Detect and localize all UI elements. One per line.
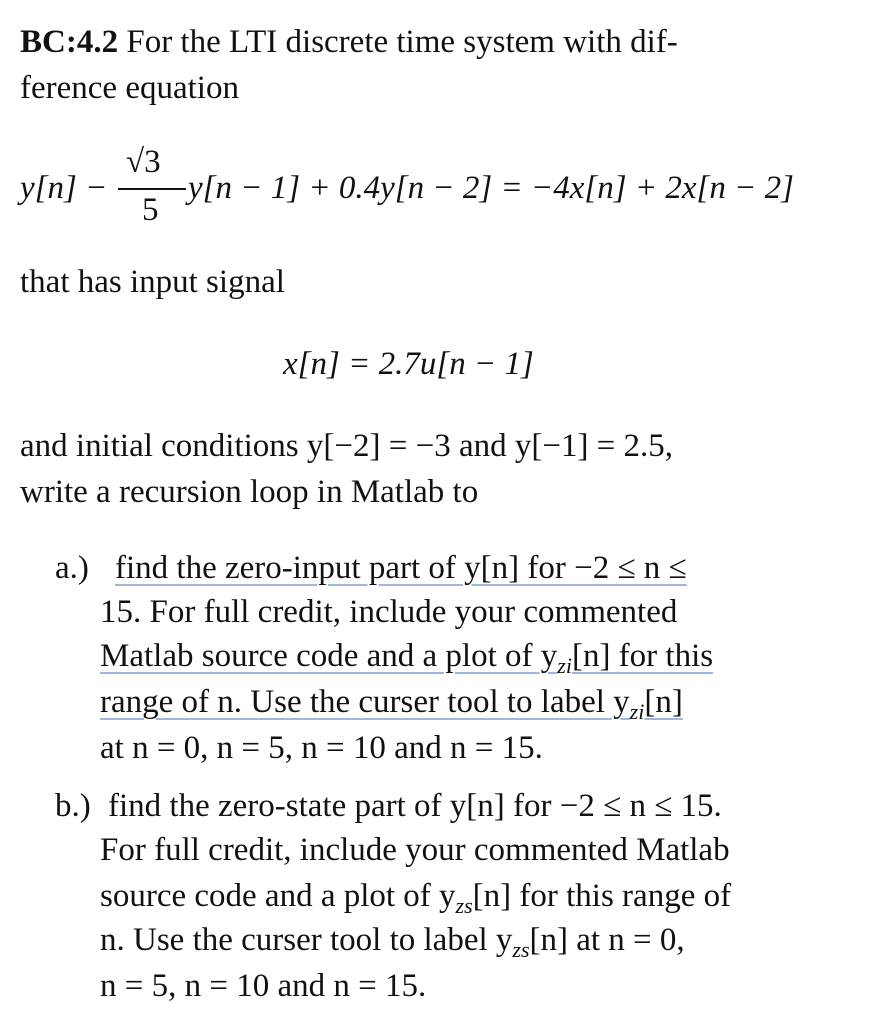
part-b-line4-tail: [n] at n = 0, (529, 922, 685, 958)
input-intro: that has input signal (20, 264, 285, 300)
part-b-line4-text: n. Use the curser tool to label y (100, 922, 513, 958)
part-a-line3 (100, 636, 713, 686)
heading-text: For the LTI discrete time system with dif- (118, 24, 678, 60)
part-b-line5: n = 5, n = 10 and n = 15. (100, 968, 427, 1004)
part-b-line1: find the zero-state part of y[n] for −2 ≤ n ≤ 15. (108, 788, 722, 824)
fraction-denominator: 5 (142, 192, 159, 228)
yzi-subscript: zi (557, 653, 572, 678)
part-b-line3-text: source code and a plot of y (100, 878, 456, 914)
part-a-line1: find the zero-input part of y[n] for −2 ≤ n ≤ (115, 550, 687, 586)
problem-heading-line2: ference equation (20, 70, 239, 106)
yzs-subscript-2: zs (512, 937, 530, 962)
part-b-line3 (100, 876, 731, 926)
initial-conditions-line1: and initial conditions y[−2] = −3 and y[−1] = 2.5, (20, 428, 674, 464)
part-a-line4-text: range of n. Use the curser tool to label y (100, 684, 630, 720)
input-signal-equation: x[n] = 2.7u[n − 1] (283, 346, 534, 382)
sqrt3-over-5-fraction (118, 142, 186, 232)
problem-heading-line1 (20, 22, 678, 62)
yzs-subscript: zs (455, 893, 473, 918)
part-a-line3-tail: [n] for this (571, 638, 714, 674)
part-a-line3-text: Matlab source code and a plot of y (100, 638, 558, 674)
problem-label: BC:4.2 (20, 24, 119, 60)
equation-rest: y[n − 1] + 0.4y[n − 2] = −4x[n] + 2x[n − 2] (188, 170, 794, 206)
part-a-line5: at n = 0, n = 5, n = 10 and n = 15. (100, 730, 543, 766)
part-b-line3-tail: [n] for this range of (472, 878, 732, 914)
fraction-numerator: √3 (126, 144, 161, 180)
equation-lhs: y[n] − (20, 170, 108, 206)
part-a-line4-tail: [n] (644, 684, 683, 720)
part-b-line2: For full credit, include your commented Matlab (100, 832, 730, 868)
part-a-line4 (100, 682, 683, 732)
part-b-line4 (100, 920, 685, 970)
initial-conditions-line2: write a recursion loop in Matlab to (20, 474, 479, 510)
yzi-subscript-2: zi (629, 699, 645, 724)
part-a-line2: 15. For full credit, include your commented (100, 594, 678, 630)
part-a-marker: a.) (55, 550, 89, 586)
part-b-marker: b.) (55, 788, 91, 824)
